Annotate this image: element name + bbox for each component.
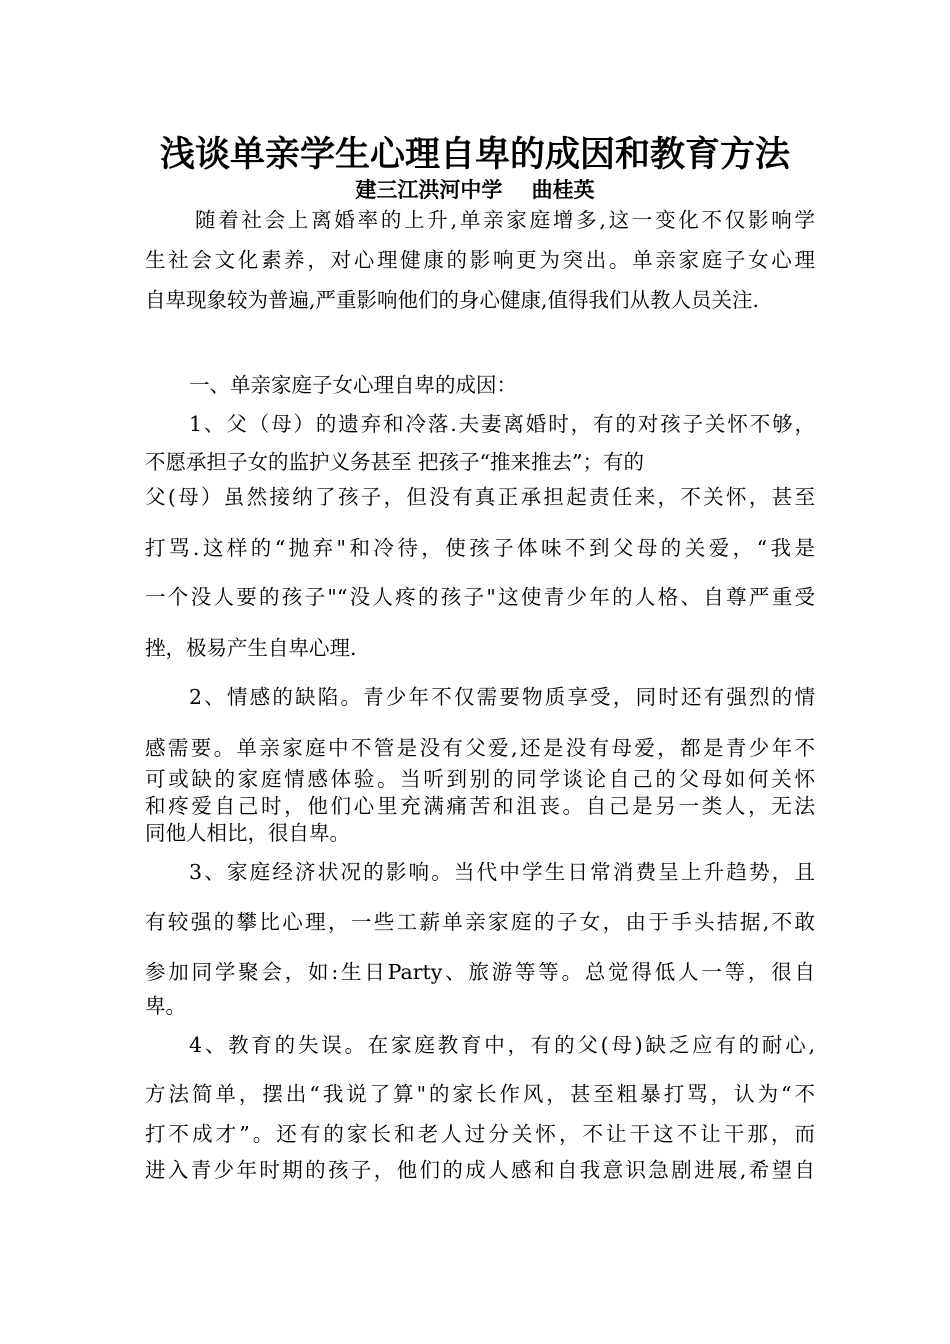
paragraph-line: 打不成才”。还有的家长和老人过分关怀，不让干这不让干那，而 (145, 1122, 815, 1146)
paragraph-line: 打骂.这样的“抛弃"和冷待，使孩子体味不到父母的关爱，“我是 (145, 536, 815, 560)
paragraph-line: 挫，极易产生自卑心理. (145, 636, 357, 660)
paragraph-line: 感需要。单亲家庭中不管是没有父爱,还是没有母爱，都是青少年不 (145, 736, 815, 760)
paragraph-line: 生社会文化素养，对心理健康的影响更为突出。单亲家庭子女心理 (145, 248, 815, 272)
paragraph-line: 1、父（母）的遗弃和冷落.夫妻离婚时，有的对孩子关怀不够， (189, 412, 815, 436)
paragraph-line: 自卑现象较为普遍,严重影响他们的身心健康,值得我们从教人员关注. (145, 288, 760, 312)
paragraph-line: 有较强的攀比心理，一些工薪单亲家庭的子女，由于手头拮据,不敢 (145, 910, 815, 934)
paragraph-line: 4、教育的失误。在家庭教育中，有的父(母)缺乏应有的耐心, (189, 1033, 815, 1057)
paragraph-line: 进入青少年时期的孩子，他们的成人感和自我意识急剧进展,希望自 (145, 1158, 815, 1182)
paragraph-line: 方法简单，摆出“我说了算"的家长作风，甚至粗暴打骂，认为“不 (145, 1082, 815, 1106)
paragraph-line: 卑。 (145, 994, 186, 1018)
paragraph-line: 同他人相比，很自卑。 (145, 821, 350, 845)
section-heading: 一、单亲家庭子女心理自卑的成因： (189, 373, 517, 397)
document-title: 浅谈单亲学生心理自卑的成因和教育方法 (159, 134, 790, 175)
document-author: 建三江洪河中学 曲桂英 (355, 177, 595, 202)
paragraph-line: 随着社会上离婚率的上升,单亲家庭增多,这一变化不仅影响学 (195, 208, 815, 232)
paragraph-line: 3、家庭经济状况的影响。当代中学生日常消费呈上升趋势，且 (189, 860, 815, 884)
paragraph-line: 一个没人要的孩子"“没人疼的孩子"这使青少年的人格、自尊严重受 (145, 585, 815, 609)
paragraph-line: 参加同学聚会，如:生日Party、旅游等等。总觉得低人一等，很自 (145, 960, 815, 984)
paragraph-line: 2、情感的缺陷。青少年不仅需要物质享受，同时还有强烈的情 (189, 685, 815, 709)
paragraph-line: 和疼爱自己时，他们心里充满痛苦和沮丧。自己是另一类人，无法 (145, 794, 815, 818)
paragraph-line: 可或缺的家庭情感体验。当听到别的同学谈论自己的父母如何关怀 (145, 767, 815, 791)
paragraph-line: 父(母）虽然接纳了孩子，但没有真正承担起责任来，不关怀，甚至 (145, 485, 815, 509)
paragraph-line: 不愿承担子女的监护义务甚至 把孩子“推来推去”；有的 (145, 450, 644, 474)
